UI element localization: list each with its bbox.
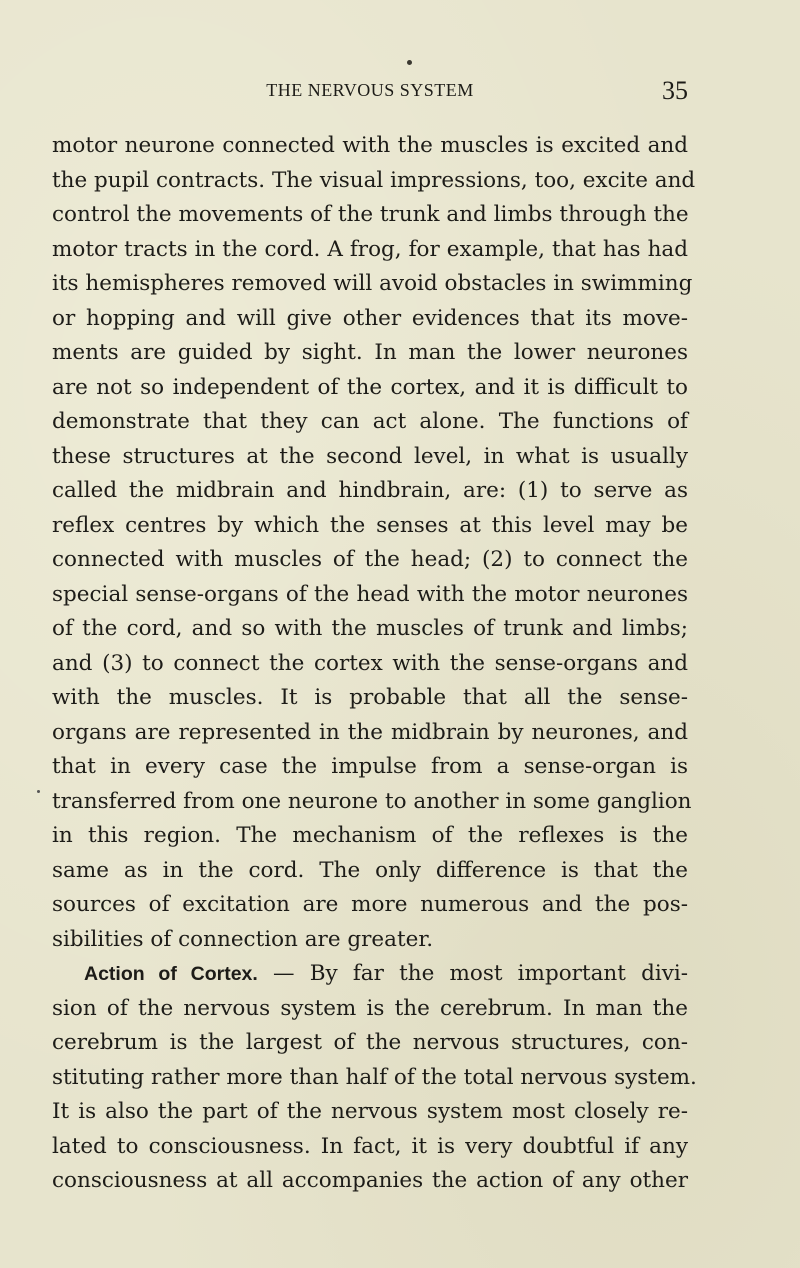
text-line: control the movements of the trunk and limbs through the bbox=[52, 202, 689, 227]
text-line: or hopping and will give other evidences that its move- bbox=[52, 305, 688, 331]
text-line: and (3) to connect the cortex with the sense-organs and bbox=[52, 650, 688, 676]
text-line: special sense-organs of the head with the motor neurones bbox=[52, 581, 688, 607]
text-line: ments are guided by sight. In man the lower neurones bbox=[52, 340, 688, 365]
section-first-line-text: — By far the most important divi- bbox=[257, 961, 688, 986]
text-line: stituting rather more than half of the total nervous system. bbox=[52, 1064, 697, 1090]
text-line: are not so independent of the cortex, and it is difficult to bbox=[52, 374, 688, 400]
text-line: demonstrate that they can act alone. The functions of bbox=[52, 409, 688, 434]
text-line: same as in the cord. The only difference is that the bbox=[52, 857, 688, 883]
text-line: lated to consciousness. In fact, it is very doubtful if any bbox=[52, 1133, 688, 1159]
page-number: 35 bbox=[662, 76, 688, 105]
text-line: sources of excitation are more numerous and the pos- bbox=[52, 892, 688, 917]
text-line: motor tracts in the cord. A frog, for example, that has had bbox=[52, 236, 688, 262]
text-line: reflex centres by which the senses at this level may be bbox=[52, 512, 688, 538]
text-line: its hemispheres removed will avoid obstacles in swimming bbox=[52, 271, 693, 296]
ornament-dot bbox=[407, 60, 412, 65]
text-line: It is also the part of the nervous system most closely re- bbox=[52, 1099, 688, 1124]
page-header bbox=[52, 76, 688, 106]
text-line: motor neurone connected with the muscles is excited and bbox=[52, 133, 688, 158]
text-line: that in every case the impulse from a sense-organ is bbox=[52, 754, 688, 779]
text-line: with the muscles. It is probable that all the sense- bbox=[52, 685, 688, 710]
section-heading: Action of Cortex. bbox=[84, 963, 258, 985]
margin-mark bbox=[37, 790, 40, 793]
section-first-line bbox=[52, 957, 688, 992]
text-line: organs are represented in the midbrain by neurones, and bbox=[52, 719, 688, 745]
running-head: THE NERVOUS SYSTEM bbox=[266, 80, 474, 100]
text-line: these structures at the second level, in what is usually bbox=[52, 443, 688, 469]
text-line: cerebrum is the largest of the nervous structures, con- bbox=[52, 1030, 688, 1055]
text-line: sion of the nervous system is the cerebrum. In man the bbox=[52, 995, 688, 1021]
text-line: called the midbrain and hindbrain, are: (1) to serve as bbox=[52, 478, 688, 503]
text-line: transferred from one neurone to another in some ganglion bbox=[52, 788, 692, 814]
body-text bbox=[52, 129, 697, 1199]
text-line: in this region. The mechanism of the reflexes is the bbox=[52, 823, 688, 848]
text-line: the pupil contracts. The visual impressions, too, excite and bbox=[52, 167, 696, 193]
text-line: connected with muscles of the head; (2) to connect the bbox=[52, 547, 688, 572]
text-line: consciousness at all accompanies the action of any other bbox=[52, 1168, 688, 1193]
text-line: of the cord, and so with the muscles of trunk and limbs; bbox=[52, 616, 688, 641]
text-line: sibilities of connection are greater. bbox=[52, 926, 434, 952]
